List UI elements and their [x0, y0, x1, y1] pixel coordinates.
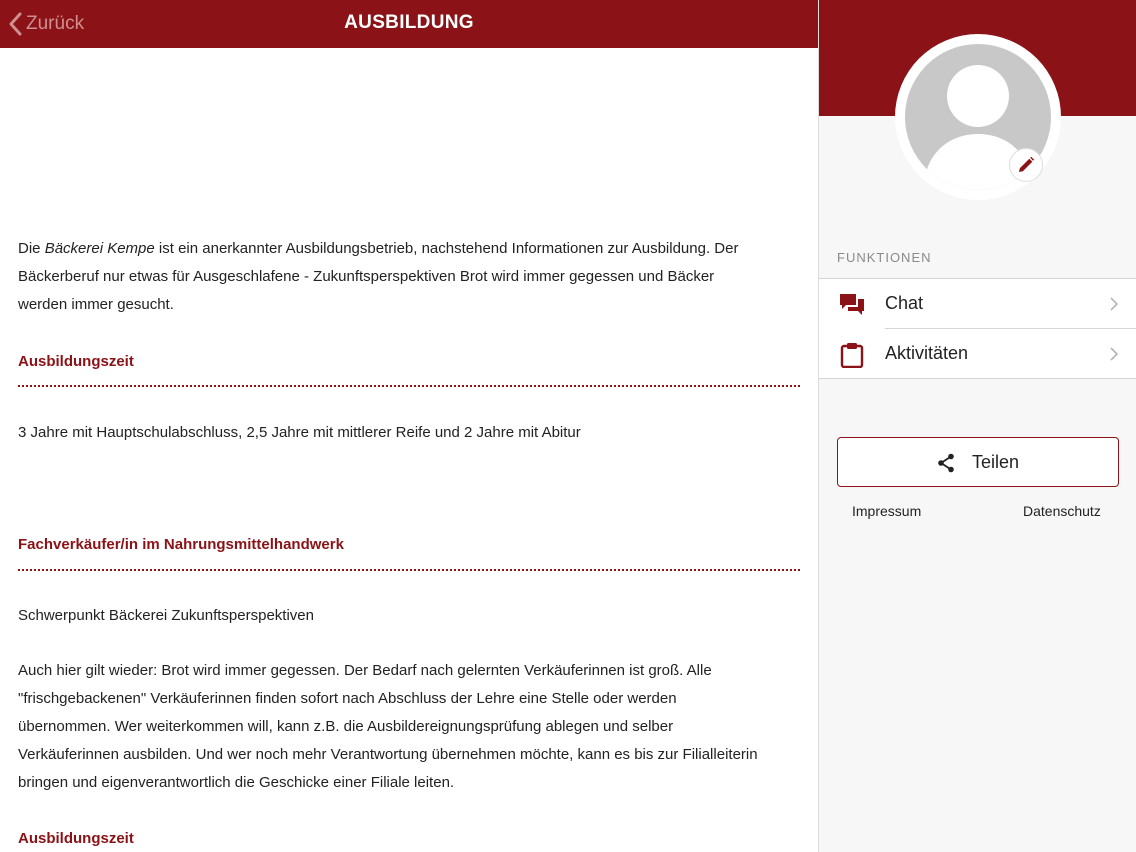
intro-paragraph	[18, 235, 800, 319]
fachverkaeufer-paragraph	[18, 657, 800, 797]
para-line: bringen und eigenverantwortlich die Geschicke einer Filiale leiten.	[18, 774, 455, 791]
pencil-icon	[1017, 156, 1035, 174]
share-button[interactable]	[837, 437, 1119, 487]
page-title: AUSBILDUNG	[344, 12, 474, 33]
top-bar	[0, 0, 818, 48]
chat-icon	[839, 292, 865, 318]
section-heading-ausbildungszeit: Ausbildungszeit	[18, 353, 134, 370]
para-line: Auch hier gilt wieder: Brot wird immer gegessen. Der Bedarf nach gelernten Verkäuferinnen ist groß. Alle	[18, 662, 712, 679]
edit-avatar-button[interactable]	[1009, 148, 1043, 182]
dotted-divider	[18, 385, 800, 387]
company-name: Bäckerei Kempe	[44, 240, 155, 257]
para-line: übernommen. Wer weiterkommen will, kann z.B. die Ausbildereignungsprüfung ablegen und selber	[18, 718, 674, 735]
fachverkaeufer-subtitle: Schwerpunkt Bäckerei Zukunftsperspektiven	[18, 607, 314, 624]
back-label: Zurück	[26, 13, 85, 34]
intro-line3: werden immer gesucht.	[18, 296, 174, 313]
para-line: "frischgebackenen" Verkäuferinnen finden sofort nach Abschluss der Lehre eine Stelle oder werden	[18, 690, 677, 707]
section-heading-fachverkaeufer: Fachverkäufer/in im Nahrungsmittelhandwerk	[18, 536, 344, 553]
share-label: Teilen	[972, 452, 1020, 472]
intro-line2: Bäckerberuf nur etwas für Ausgeschlafene - Zukunftsperspektiven Brot wird immer gegessen und Bäcker	[18, 268, 715, 285]
dotted-divider	[18, 569, 800, 571]
ausbildungszeit-text: 3 Jahre mit Hauptschulabschluss, 2,5 Jahre mit mittlerer Reife und 2 Jahre mit Abitur	[18, 424, 581, 441]
intro-prefix: Die	[18, 240, 45, 257]
menu-item-chat[interactable]	[819, 279, 1136, 329]
share-icon	[936, 453, 956, 473]
menu-item-label: Aktivitäten	[885, 343, 969, 363]
divider	[819, 378, 1136, 379]
clipboard-icon	[839, 342, 865, 368]
section-heading-ausbildungszeit-2: Ausbildungszeit	[18, 830, 134, 847]
section-label-funktionen: FUNKTIONEN	[837, 250, 932, 265]
menu-item-aktivitaeten[interactable]	[819, 329, 1136, 379]
impressum-link[interactable]: Impressum	[852, 503, 922, 519]
sidebar	[818, 0, 1136, 852]
datenschutz-link[interactable]: Datenschutz	[1023, 503, 1101, 519]
intro-line1: ist ein anerkannter Ausbildungsbetrieb, nachstehend Informationen zur Ausbildung. Der	[154, 240, 739, 257]
chevron-right-icon	[1109, 346, 1119, 362]
chevron-right-icon	[1109, 296, 1119, 312]
para-line: Verkäuferinnen ausbilden. Und wer noch mehr Verantwortung übernehmen möchte, kann es bis zur Filialleiterin	[18, 746, 758, 763]
menu-item-label: Chat	[885, 293, 924, 313]
